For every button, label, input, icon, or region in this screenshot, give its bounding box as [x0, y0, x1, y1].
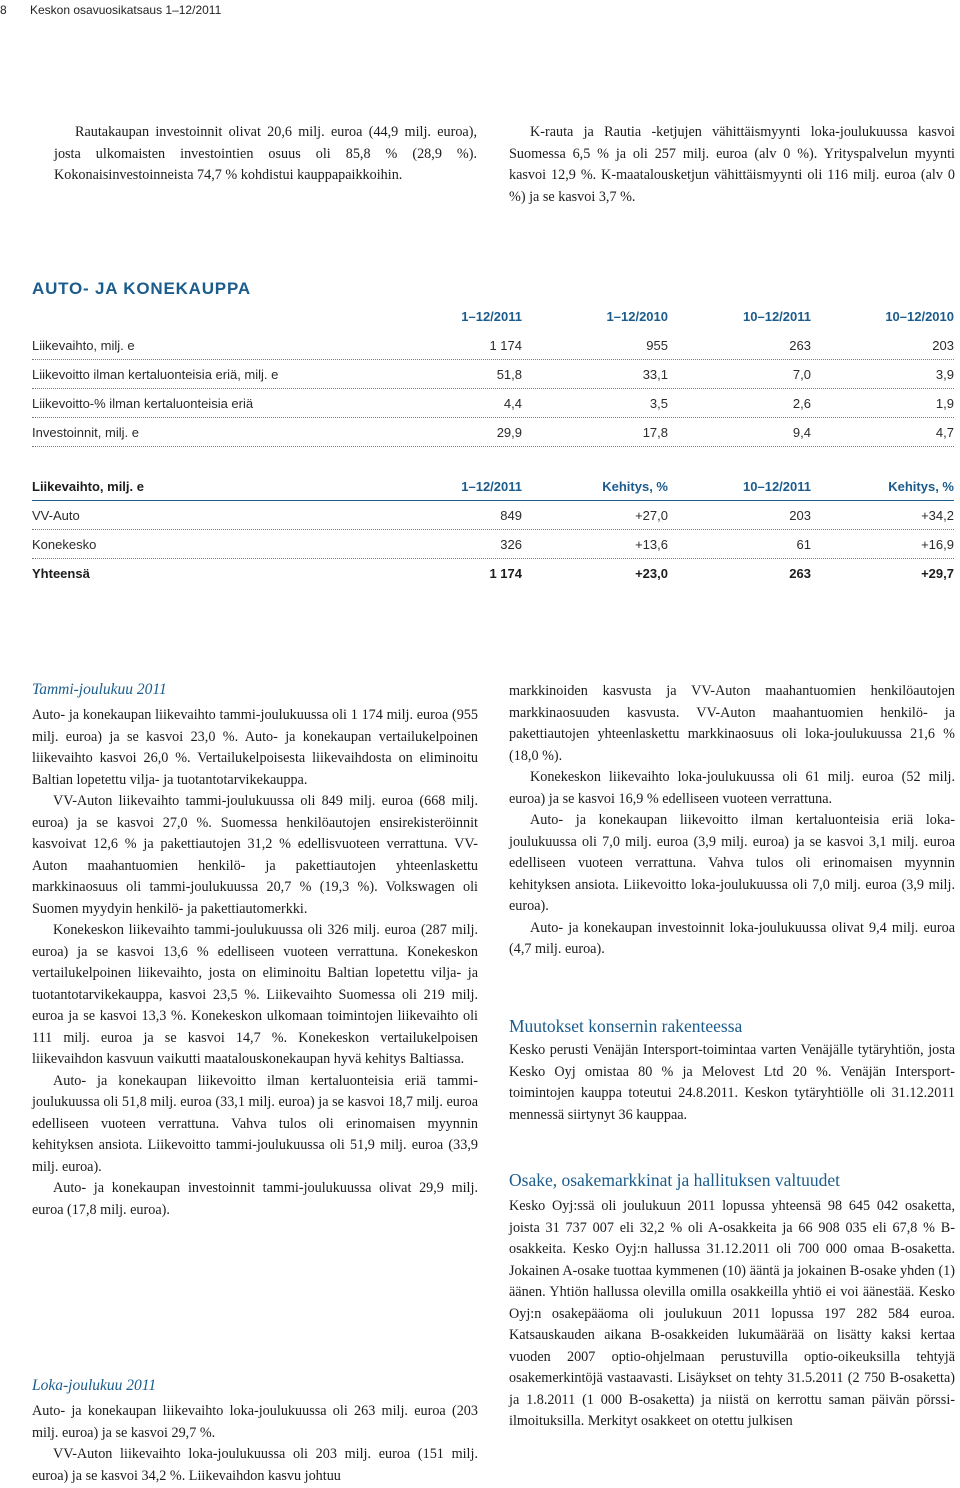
left-column-body	[32, 705, 478, 1221]
column-header: 10–12/2011	[743, 309, 811, 324]
paragraph: VV-Auton liikevaihto loka-joulukuussa oli 203 milj. euroa (151 milj. euroa) ja se kasvoi 34,2 %. Liikevaihdon kasvu johtuu	[32, 1446, 478, 1484]
page-number: 8	[0, 3, 7, 17]
table-cell: 203	[789, 508, 811, 523]
table-row	[32, 501, 954, 530]
paragraph: Auto- ja konekaupan liikevaihto tammi-joulukuussa oli 1 174 milj. euroa (955 milj. euroa) ja se kasvoi 23,0 %. Auto- ja konekaupan vertailukelpoinen liikevaihto kasvoi 26,0 %. Vertailukelpoisesta liikevaihdosta on eliminoitu Baltian lopetettu vilja- ja tuotantotarvikekauppa.	[32, 707, 478, 788]
column-header: Kehitys, %	[602, 479, 668, 494]
row-label: Investoinnit, milj. e	[32, 425, 139, 440]
right-column-body	[509, 681, 955, 961]
table-row	[32, 360, 954, 389]
intro-left-paragraph: Rautakaupan investoinnit olivat 20,6 milj. euroa (44,9 milj. euroa), josta ulkomaisten investointien osuus oli 85,8 % (28,9 %). Kokonaisinvestoinneista 74,7 % kohdistui kauppapaikkoihin.	[54, 124, 477, 183]
net-sales-table	[32, 472, 954, 588]
paragraph: VV-Auton liikevaihto tammi-joulukuussa oli 849 milj. euroa (668 milj. euroa) ja se kasvoi 27,0 %. Suomessa henkilöautojen ensirekisteröinnit kasvoivat 12,6 % ja pakettiautojen 31,2 % edellisvuoteen verrattuna. VV-Auton maahantuomien henkilö- ja pakettiautojen yhteenlaskettu markkinaosuus oli tammi-joulukuussa 20,7 % (19,3 %). Volkswagen oli Suomen myydyin henkilö- ja pakettiautomerkki.	[32, 793, 478, 917]
column-header: 10–12/2010	[885, 309, 954, 324]
table-row	[32, 389, 954, 418]
paragraph: Auto- ja konekaupan investoinnit tammi-joulukuussa olivat 29,9 milj. euroa (17,8 milj. euroa).	[32, 1180, 478, 1218]
intro-right-paragraph: K-rauta ja Rautia -ketjujen vähittäismyynti loka-joulukuussa kasvoi Suomessa 6,5 % ja oli 257 milj. euroa (alv 0 %). Yrityspalvelun myynti kasvoi 12,9 %. K-maatalousketjun vähittäismyynti oli 116 milj. euroa (alv 0 %) ja se kasvoi 3,7 %.	[509, 124, 955, 205]
table-row	[32, 418, 954, 447]
table-cell: +23,0	[635, 566, 668, 581]
table-cell: 1 174	[489, 566, 522, 581]
table-cell: 33,1	[642, 367, 668, 382]
paragraph: Auto- ja konekaupan liikevaihto loka-joulukuussa oli 263 milj. euroa (203 milj. euroa) ja se kasvoi 29,7 %.	[32, 1403, 478, 1441]
column-header: 1–12/2010	[606, 309, 668, 324]
table-cell: 263	[789, 338, 811, 353]
paragraph: Auto- ja konekaupan liikevoitto ilman kertaluonteisia eriä tammi-joulukuussa oli 51,8 milj. euroa (33,1 milj. euroa) ja se kasvoi 18,7 milj. euroa edelliseen vuoteen verrattuna. Vahva tulos oli erinomaisen myynnin kehityksen ansiota. Liikevoitto tammi-joulukuussa oli 51,9 milj. euroa (33,9 milj. euroa).	[32, 1072, 478, 1175]
subheading-q4: Loka-joulukuu 2011	[32, 1377, 157, 1394]
table-cell: +27,0	[635, 508, 668, 523]
table-row	[32, 331, 954, 360]
key-figures-table	[32, 302, 954, 447]
table-cell: 849	[500, 508, 522, 523]
table-header-row	[32, 472, 954, 501]
table-cell: 4,7	[935, 425, 954, 440]
table-row	[32, 530, 954, 559]
table-cell: 3,9	[935, 367, 954, 382]
row-label: Konekesko	[32, 537, 97, 552]
table-cell: +34,2	[921, 508, 954, 523]
table-cell: 326	[500, 537, 522, 552]
section-title: AUTO- JA KONEKAUPPA	[32, 279, 251, 298]
column-header: 1–12/2011	[461, 479, 522, 494]
group-structure-paragraph: Kesko perusti Venäjän Intersport-toimintaa varten Venäjälle tytäryhtiön, josta Kesko Oyj omistaa 80 % ja Melovest Ltd 20 %. Venäjän Intersport-toimintojen kauppa toteutui 24.8.2011. Keskon tytäryhtiölle oli 31.12.2011 mennessä siirtynyt 36 kauppaa.	[509, 1042, 955, 1123]
paragraph: Auto- ja konekaupan liikevoitto ilman kertaluonteisia eriä loka-joulukuussa oli 7,0 milj. euroa (3,9 milj. euroa) ja se kasvoi 3,1 milj. euroa edelliseen vuoteen verrattuna. Vahva tulos oli erinomaisen myynnin kehityksen ansiota. Liikevoitto loka-joulukuussa oli 7,0 milj. euroa (3,9 milj. euroa).	[509, 812, 955, 914]
subheading-full-year: Tammi-joulukuu 2011	[32, 681, 167, 698]
heading-group-structure: Muutokset konsernin rakenteessa	[509, 1016, 743, 1036]
table-cell: 2,6	[792, 396, 811, 411]
table-cell: 3,5	[649, 396, 668, 411]
row-label: Liikevoitto-% ilman kertaluonteisia eriä	[32, 396, 254, 411]
paragraph: markkinoiden kasvusta ja VV-Auton maahantuomien henkilöautojen markkinaosuuden kasvusta. VV-Auton maahantuomien henkilö- ja pakettiautojen yhteenlaskettu markkinaosuus oli loka-joulukuussa 21,6 % (18,0 %).	[509, 683, 955, 764]
table-cell: 1,9	[935, 396, 954, 411]
table-cell: 29,9	[496, 425, 522, 440]
table-header-row	[32, 302, 954, 331]
table-cell: 51,8	[496, 367, 522, 382]
column-header: 10–12/2011	[743, 479, 811, 494]
row-label: Liikevaihto, milj. e	[32, 338, 135, 353]
table-total-row	[32, 559, 954, 588]
heading-shares: Osake, osakemarkkinat ja hallituksen valtuudet	[509, 1170, 840, 1190]
column-header: Liikevaihto, milj. e	[32, 479, 144, 494]
row-label: Liikevoitto ilman kertaluonteisia eriä, milj. e	[32, 367, 279, 382]
left-column-q4-body	[32, 1401, 478, 1487]
table-cell: 4,4	[503, 396, 522, 411]
table-cell: 1 174	[489, 338, 522, 353]
column-header: 1–12/2011	[461, 309, 522, 324]
paragraph: Konekeskon liikevaihto tammi-joulukuussa oli 326 milj. euroa (287 milj. euroa) ja se kasvoi 13,6 % edelliseen vuoteen verrattuna. Konekeskon vertailukelpoinen liikevaihto, josta on eliminoitu Baltian lopetettu vilja- ja tuotantotarvikekauppa, kasvoi 23,5 %. Liikevaihto Suomessa oli 219 milj. euroa ja se kasvoi 13,3 %. Konekeskon ulkomaan toimintojen liikevaihto oli 111 milj. euroa ja se kasvoi 14,7 %. Konekeskon vertailukelpoisen liikevaihdon kasvuun vaikutti maatalouskonekaupan hyvä kehitys Baltiassa.	[32, 922, 478, 1067]
shares-paragraph: Kesko Oyj:ssä oli joulukuun 2011 lopussa yhteensä 98 645 042 osaketta, joista 31 737 007 eli 32,2 % oli A-osakkeita ja 66 908 035 eli 67,8 % B-osakkeita. Kesko Oyj:n hallussa 31.12.2011 oli 700 000 omaa B-osaketta. Jokainen A-osake tuottaa kymmenen (10) ääntä ja jokainen B-osake yhden (1) äänen. Yhtiön hallussa olevilla omilla osakkeilla yhtiö ei voi äänestää. Kesko Oyj:n osakepääoma oli joulukuun 2011 lopussa 197 282 584 euroa. Katsauskauden aikana B-osakkeiden lukumäärää on lisätty kaksi kertaa vuoden 2007 optio-ohjelmaan perustuvilla optio-oikeuksilla tehtyjä osakemerkintöjä vastaavasti. Lisäykset on tehty 31.5.2011 (2 750 B-osaketta) ja 1.8.2011 (1 000 B-osaketta) ja niistä on kerrottu saman päivän pörssi-ilmoituksilla. Merkityt osakkeet on otettu julkisen	[509, 1198, 955, 1429]
table-cell: 263	[789, 566, 811, 581]
table-cell: 203	[932, 338, 954, 353]
paragraph: Auto- ja konekaupan investoinnit loka-joulukuussa olivat 9,4 milj. euroa (4,7 milj. euroa).	[509, 919, 955, 957]
table-cell: +29,7	[921, 566, 954, 581]
table-cell: 955	[646, 338, 668, 353]
table-cell: 17,8	[642, 425, 668, 440]
table-cell: +13,6	[635, 537, 668, 552]
report-title: Keskon osavuosikatsaus 1–12/2011	[30, 3, 222, 17]
table-cell: 9,4	[792, 425, 811, 440]
row-label: VV-Auto	[32, 508, 80, 523]
paragraph: Konekeskon liikevaihto loka-joulukuussa oli 61 milj. euroa (52 milj. euroa) ja se kasvoi 16,9 % edelliseen vuoteen verrattuna.	[509, 769, 955, 807]
row-label: Yhteensä	[32, 566, 90, 581]
table-cell: 7,0	[792, 367, 811, 382]
page-header	[0, 0, 960, 22]
table-cell: +16,9	[921, 537, 954, 552]
column-header: Kehitys, %	[888, 479, 954, 494]
table-cell: 61	[796, 537, 811, 552]
